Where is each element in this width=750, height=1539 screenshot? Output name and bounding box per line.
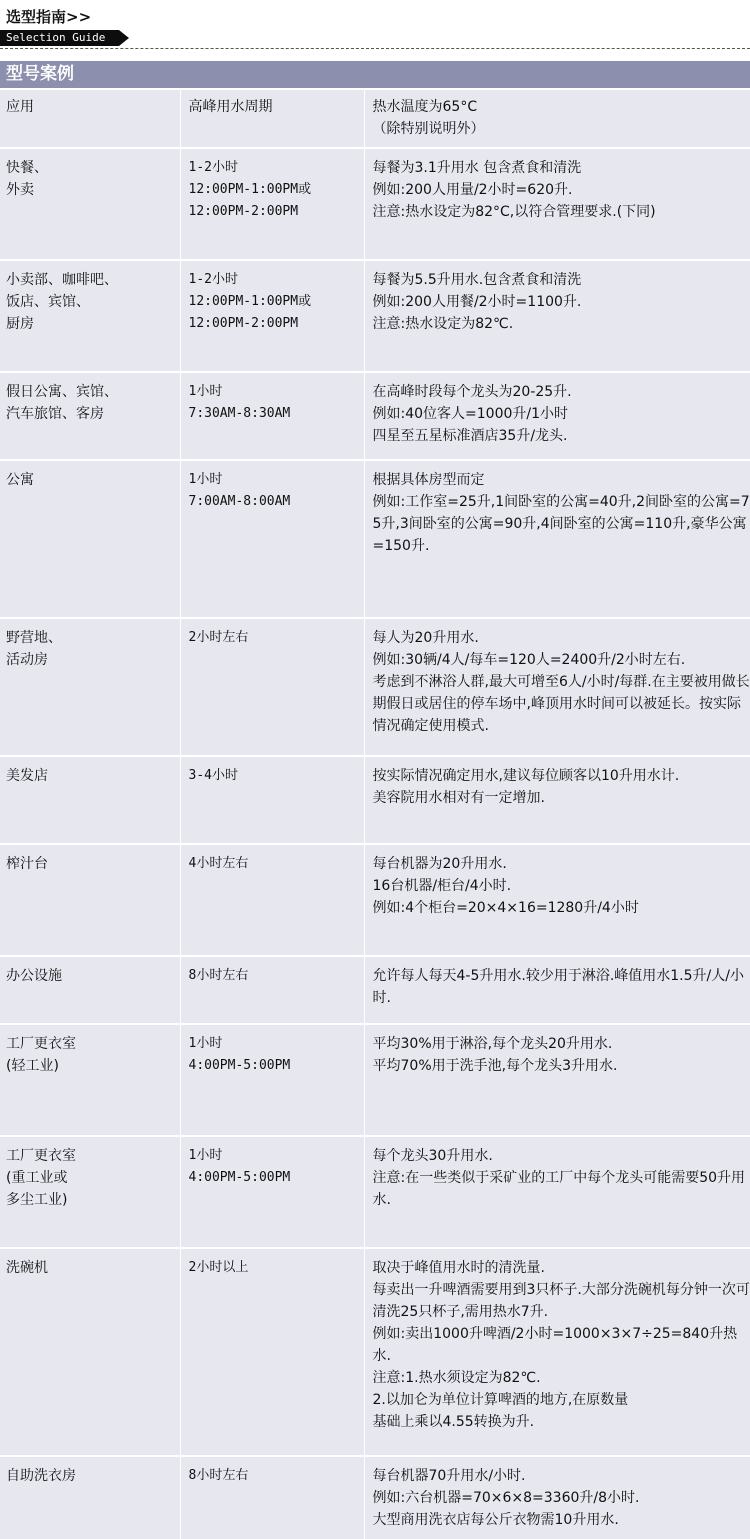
application-cell: 工厂更衣室 (轻工业) <box>0 1024 180 1136</box>
water-note-cell: 按实际情况确定用水,建议每位顾客以10升用水计. 美容院用水相对有一定增加. <box>364 756 750 844</box>
header-application: 应用 <box>0 89 180 148</box>
peak-period-cell: 2小时左右 <box>180 618 364 756</box>
water-note-cell: 每台机器70升用水/小时. 例如:六台机器=70×6×8=3360升/8小时. 大型商用洗衣店每公斤衣物需10升用水. <box>364 1456 750 1539</box>
application-cell: 自助洗衣房 <box>0 1456 180 1539</box>
peak-period-cell: 1小时 4:00PM-5:00PM <box>180 1024 364 1136</box>
section-title: 型号案例 <box>0 61 750 88</box>
application-cell: 洗碗机 <box>0 1248 180 1456</box>
application-cell: 快餐、 外卖 <box>0 148 180 260</box>
water-note-cell: 在高峰时段每个龙头为20-25升. 例如:40位客人=1000升/1小时 四星至五星标准酒店35升/龙头. <box>364 372 750 460</box>
peak-period-cell: 8小时左右 <box>180 956 364 1024</box>
peak-period-cell: 1小时 7:00AM-8:00AM <box>180 460 364 618</box>
application-cell: 小卖部、咖啡吧、 饭店、宾馆、 厨房 <box>0 260 180 372</box>
water-note-cell: 每人为20升用水. 例如:30辆/4人/每车=120人=2400升/2小时左右. 考虑到不淋浴人群,最大可增至6人/小时/每群.在主要被用做长期假日或居住的停车场中,峰顶用水时间可以被延长。按实际情况确定使用模式. <box>364 618 750 756</box>
table-row <box>0 460 750 618</box>
guide-table <box>0 88 750 1539</box>
water-note-cell: 每个龙头30升用水. 注意:在一些类似于采矿业的工厂中每个龙头可能需要50升用水. <box>364 1136 750 1248</box>
table-row <box>0 1248 750 1456</box>
table-row <box>0 618 750 756</box>
application-cell: 办公设施 <box>0 956 180 1024</box>
water-note-cell: 每餐为5.5升用水.包含煮食和清洗 例如:200人用餐/2小时=1100升. 注意:热水设定为82℃. <box>364 260 750 372</box>
table-row <box>0 956 750 1024</box>
application-cell: 榨汁台 <box>0 844 180 956</box>
page-title: 选型指南>> <box>6 8 92 26</box>
selection-guide-tag: Selection Guide <box>0 30 119 46</box>
application-cell: 假日公寓、宾馆、 汽车旅馆、客房 <box>0 372 180 460</box>
table-row <box>0 1024 750 1136</box>
peak-period-cell: 1-2小时 12:00PM-1:00PM或 12:00PM-2:00PM <box>180 260 364 372</box>
water-note-cell: 允许每人每天4-5升用水.较少用于淋浴.峰值用水1.5升/人/小时. <box>364 956 750 1024</box>
peak-period-cell: 2小时以上 <box>180 1248 364 1456</box>
table-row <box>0 260 750 372</box>
application-cell: 美发店 <box>0 756 180 844</box>
table-header-row <box>0 89 750 148</box>
water-note-cell: 平均30%用于淋浴,每个龙头20升用水. 平均70%用于洗手池,每个龙头3升用水. <box>364 1024 750 1136</box>
water-note-cell: 每餐为3.1升用水 包含煮食和清洗 例如:200人用量/2小时=620升. 注意:热水设定为82°C,以符合管理要求.(下同) <box>364 148 750 260</box>
table-row <box>0 372 750 460</box>
peak-period-cell: 8小时左右 <box>180 1456 364 1539</box>
peak-period-cell: 3-4小时 <box>180 756 364 844</box>
guide-bar <box>0 30 750 49</box>
table-row <box>0 844 750 956</box>
water-note-cell: 每台机器为20升用水. 16台机器/柜台/4小时. 例如:4个柜台=20×4×16=1280升/4小时 <box>364 844 750 956</box>
peak-period-cell: 4小时左右 <box>180 844 364 956</box>
water-note-cell: 取决于峰值用水时的清洗量. 每卖出一升啤酒需要用到3只杯子.大部分洗碗机每分钟一次可清洗25只杯子,需用热水7升. 例如:卖出1000升啤酒/2小时=1000×3×7÷25=840升热水. 注意:1.热水须设定为82℃. 2.以加仑为单位计算啤酒的地方,在原数量 基础上乘以4.55转换为升. <box>364 1248 750 1456</box>
table-row <box>0 756 750 844</box>
header-water-temperature: 热水温度为65°C （除特别说明外） <box>364 89 750 148</box>
peak-period-cell: 1小时 7:30AM-8:30AM <box>180 372 364 460</box>
table-row <box>0 148 750 260</box>
peak-period-cell: 1小时 4:00PM-5:00PM <box>180 1136 364 1248</box>
water-note-cell: 根据具体房型而定 例如:工作室=25升,1间卧室的公寓=40升,2间卧室的公寓=75升,3间卧室的公寓=90升,4间卧室的公寓=110升,豪华公寓=150升. <box>364 460 750 618</box>
header-peak-period: 高峰用水周期 <box>180 89 364 148</box>
table-row <box>0 1456 750 1539</box>
table-row <box>0 1136 750 1248</box>
application-cell: 野营地、 活动房 <box>0 618 180 756</box>
peak-period-cell: 1-2小时 12:00PM-1:00PM或 12:00PM-2:00PM <box>180 148 364 260</box>
application-cell: 公寓 <box>0 460 180 618</box>
application-cell: 工厂更衣室 (重工业或 多尘工业) <box>0 1136 180 1248</box>
